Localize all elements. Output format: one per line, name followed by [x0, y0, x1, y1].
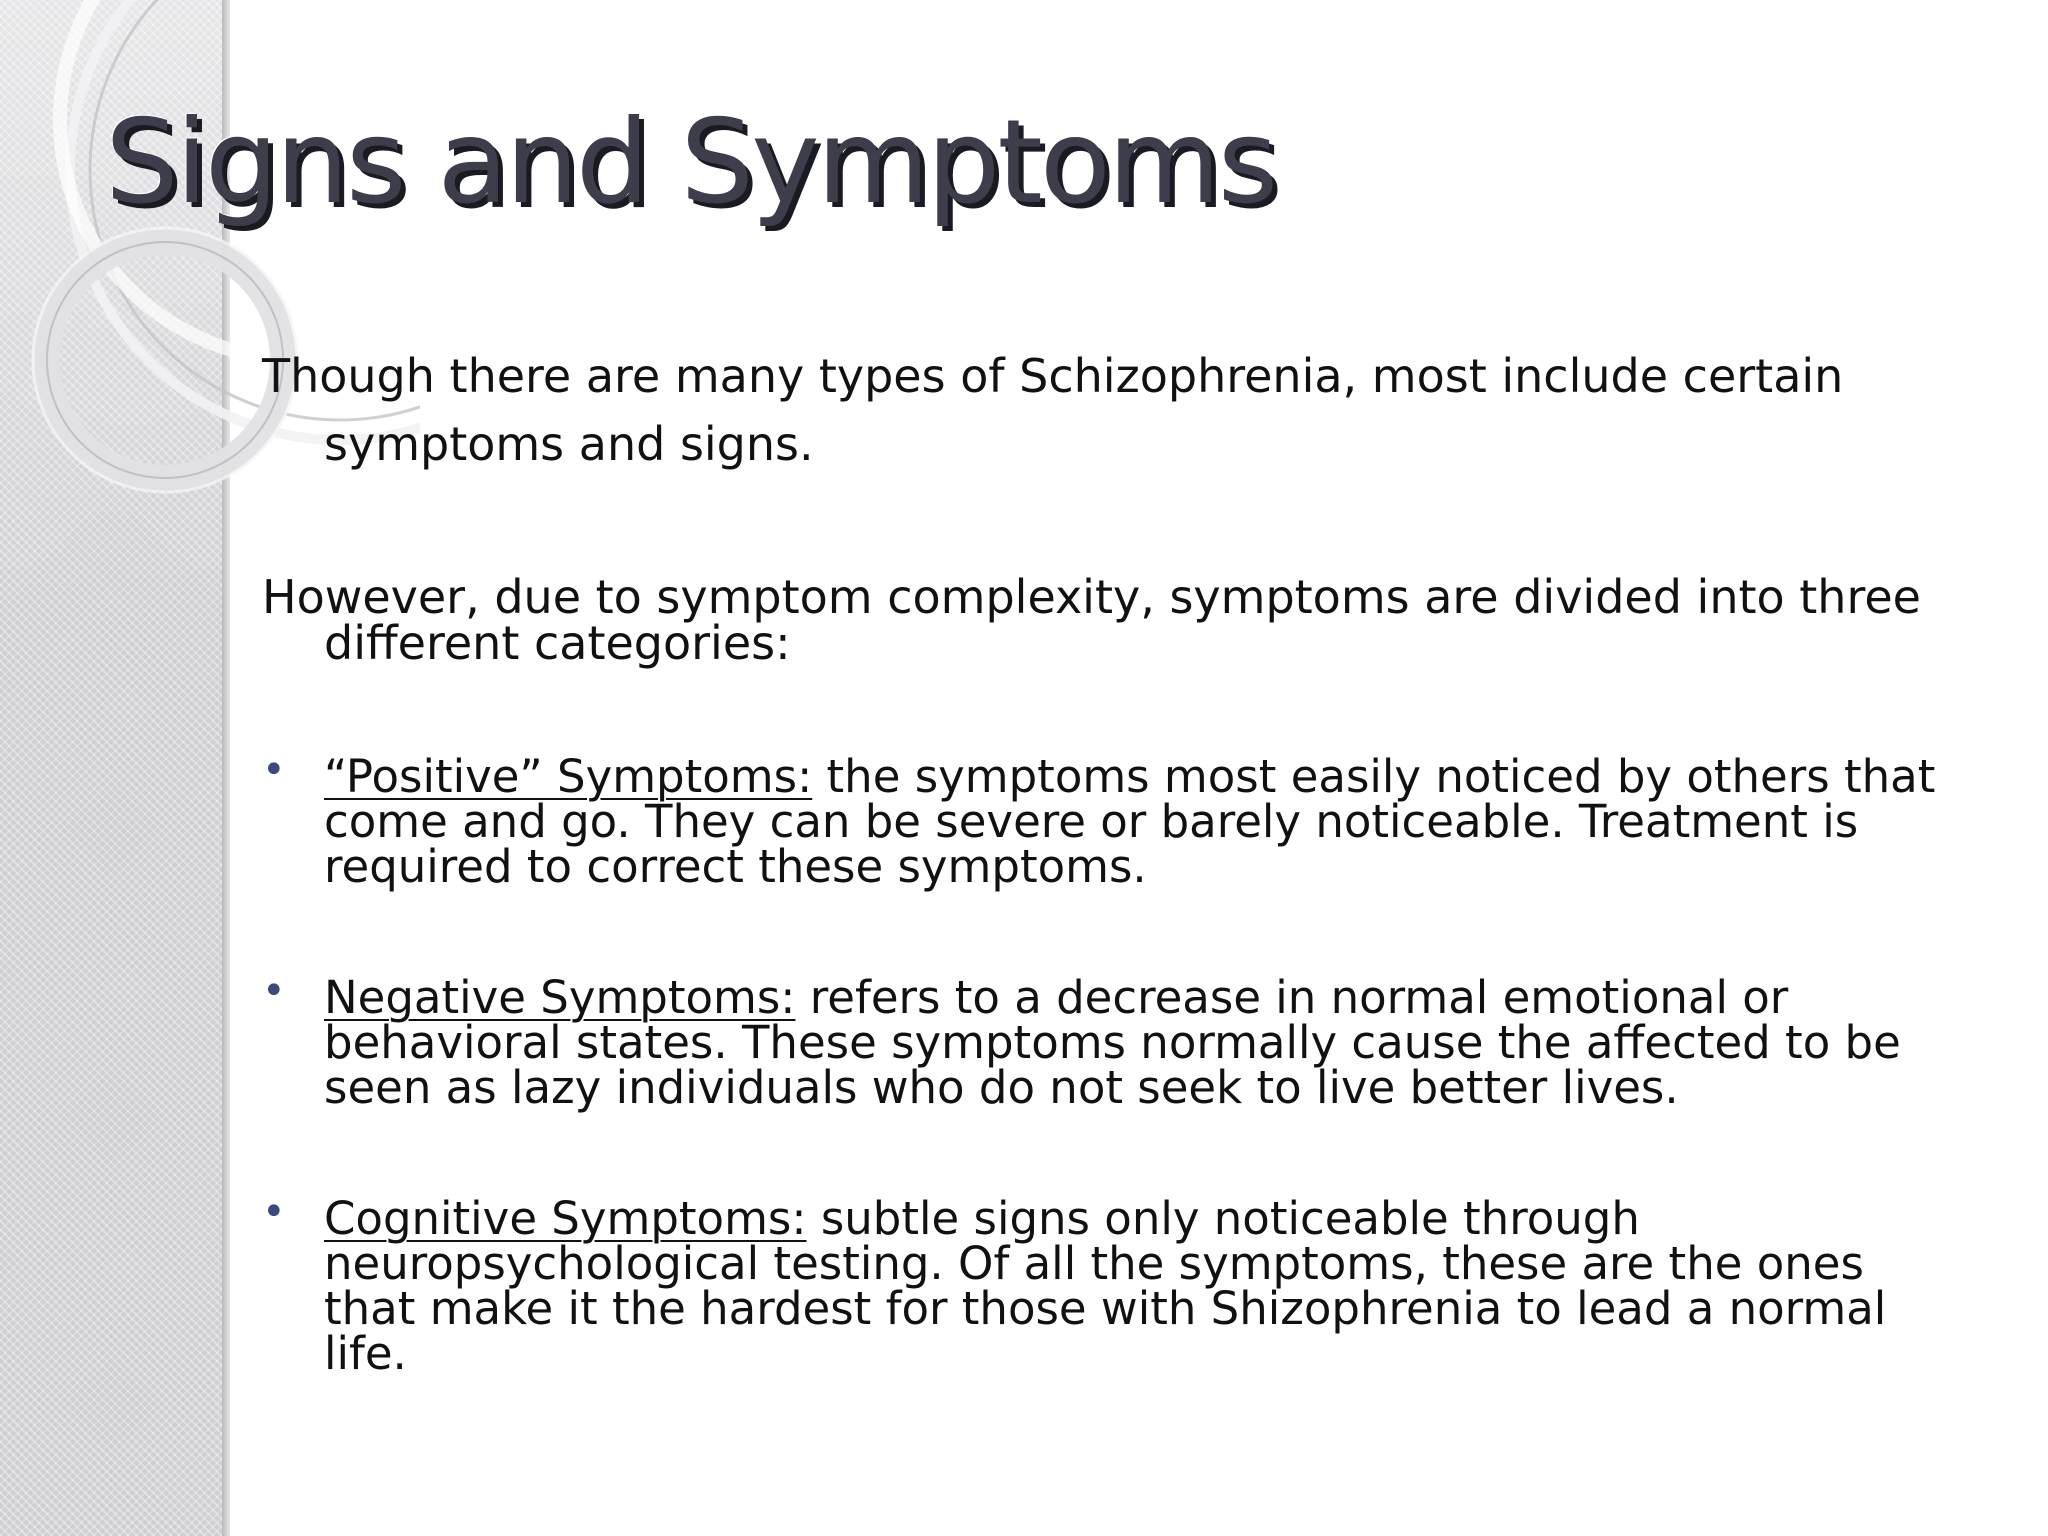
bullet-positive-symptoms	[262, 747, 1952, 894]
bullet-negative-symptoms	[262, 968, 1952, 1115]
bullet-term: “Positive” Symptoms:	[324, 750, 813, 804]
bullet-term: Cognitive Symptoms:	[324, 1192, 807, 1246]
bullet-text: the symptoms most easily noticed by others that come and go. They can be severe or barely noticeable. Treatment is required to correct these symptoms.	[324, 750, 1936, 894]
bullet-icon: •	[262, 968, 286, 1015]
bullet-icon: •	[262, 747, 286, 794]
intro-paragraph: Though there are many types of Schizophrenia, most include certain symptoms and signs.	[262, 349, 1844, 472]
bullet-cognitive-symptoms	[262, 1189, 1952, 1381]
categories-paragraph: However, due to symptom complexity, symptoms are divided into three different categories:	[262, 570, 1921, 671]
slide-body	[262, 342, 1952, 1381]
bullet-term: Negative Symptoms:	[324, 971, 796, 1025]
bullet-text: refers to a decrease in normal emotional or behavioral states. These symptoms normally cause the affected to be seen as lazy individuals who do not seek to live better lives.	[324, 971, 1901, 1115]
slide-title: Signs and Symptoms	[105, 95, 1276, 230]
bullet-text: subtle signs only noticeable through neuropsychological testing. Of all the symptoms, these are the ones that make it the hardest for those with Shizophrenia to lead a normal life.	[324, 1192, 1887, 1381]
bullet-icon: •	[262, 1189, 286, 1236]
